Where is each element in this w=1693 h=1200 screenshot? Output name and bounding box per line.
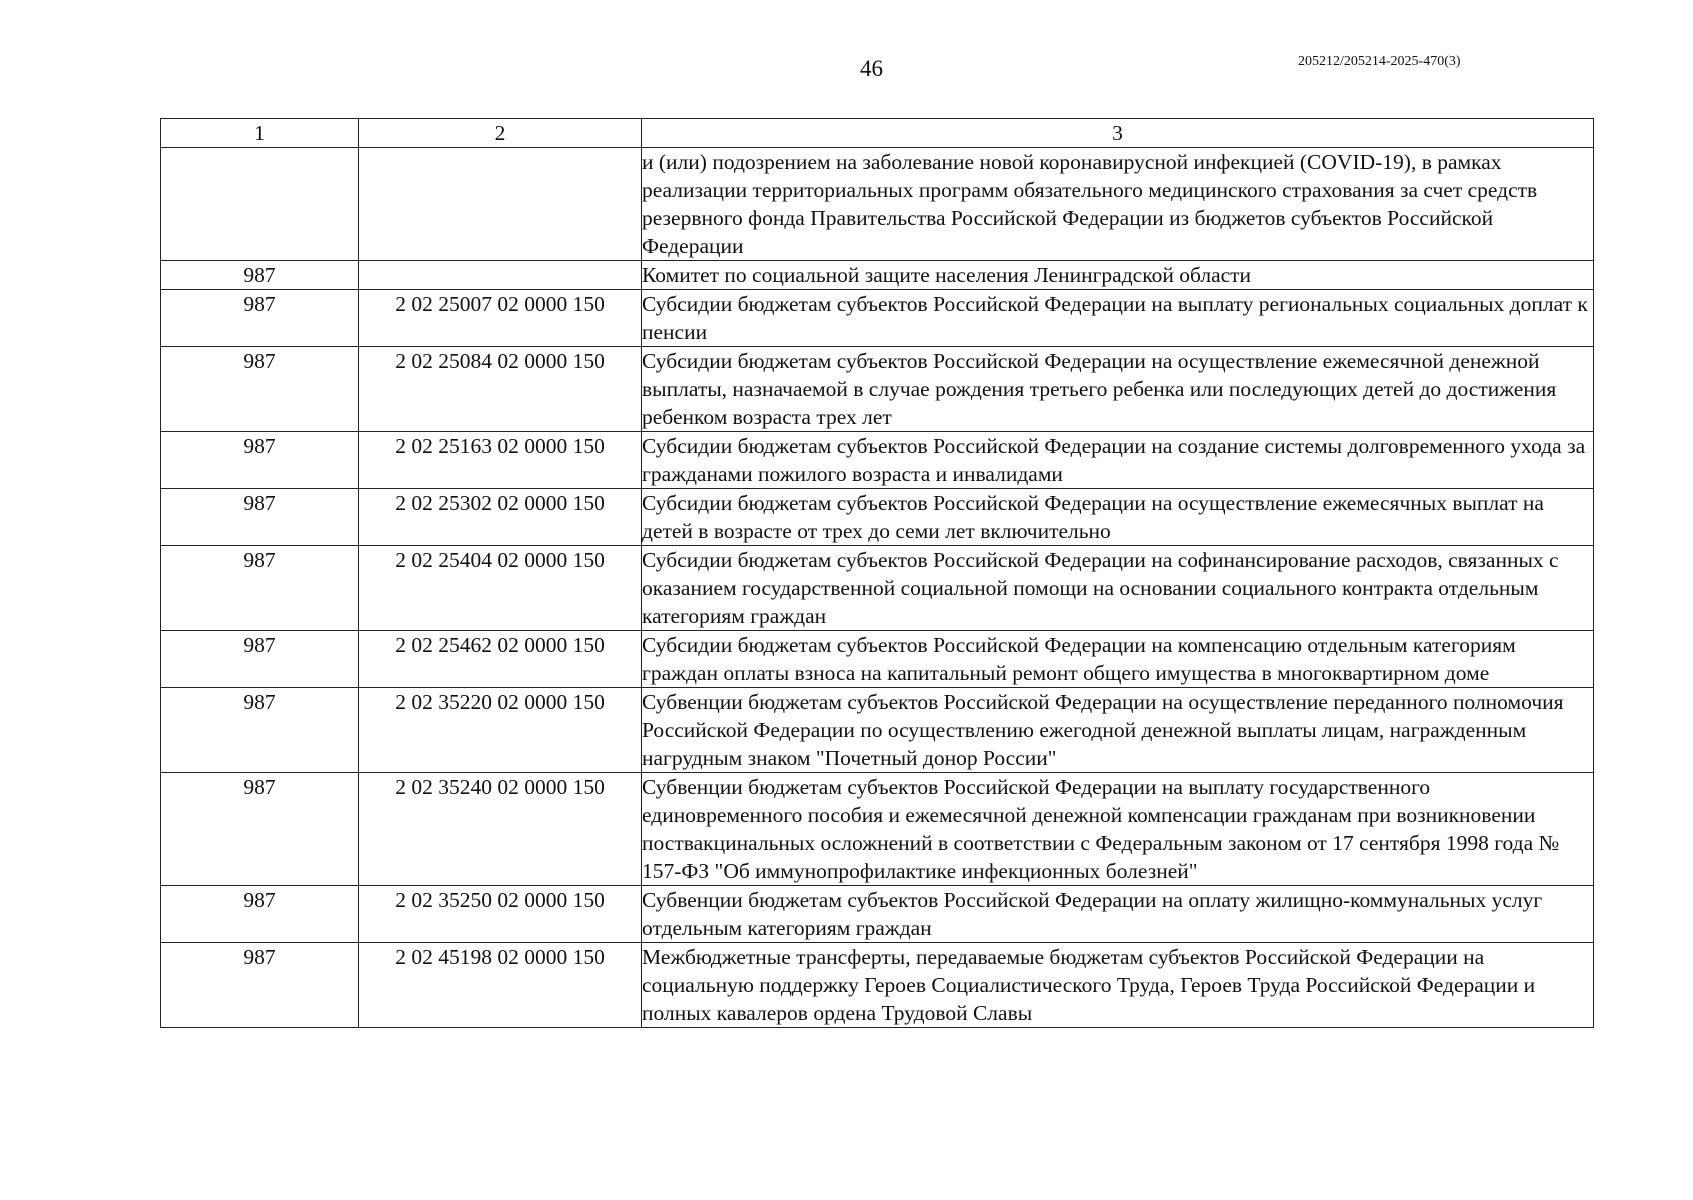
description-cell: Субсидии бюджетам субъектов Российской Федерации на софинансирование расходов, связанных с оказанием государственной социальной помощи на основании социального контракта отдельным категориям граждан [642,546,1594,631]
table-row [161,261,1594,290]
table-row [161,943,1594,1028]
description-cell: Субвенции бюджетам субъектов Российской Федерации на выплату государственного единовременного пособия и ежемесячной денежной компенсации гражданам при возникновении поствакцинальных осложнений в соответствии с Федеральным законом от 17 сентября 1998 года № 157-ФЗ "Об иммунопрофилактике инфекционных болезней" [642,773,1594,886]
admin-code-cell: 987 [161,347,359,432]
income-code-cell: 2 02 25163 02 0000 150 [359,432,642,489]
admin-code-cell: 987 [161,773,359,886]
income-code-cell [359,148,642,261]
description-cell: Субсидии бюджетам субъектов Российской Федерации на выплату региональных социальных доплат к пенсии [642,290,1594,347]
description-cell: Субвенции бюджетам субъектов Российской Федерации на осуществление переданного полномочия Российской Федерации по осуществлению ежегодной денежной выплаты лицам, награжденным нагрудным знаком "Почетный донор России" [642,688,1594,773]
description-cell: Субвенции бюджетам субъектов Российской Федерации на оплату жилищно-коммунальных услуг отдельным категориям граждан [642,886,1594,943]
income-code-cell: 2 02 45198 02 0000 150 [359,943,642,1028]
budget-codes-table [160,118,1594,1028]
admin-code-cell: 987 [161,432,359,489]
admin-code-cell: 987 [161,261,359,290]
admin-code-cell: 987 [161,943,359,1028]
description-cell: Субсидии бюджетам субъектов Российской Федерации на компенсацию отдельным категориям граждан оплаты взноса на капитальный ремонт общего имущества в многоквартирном доме [642,631,1594,688]
table-row [161,148,1594,261]
document-reference: 205212/205214-2025-470(3) [1298,54,1461,69]
income-code-cell: 2 02 25462 02 0000 150 [359,631,642,688]
description-cell: Субсидии бюджетам субъектов Российской Федерации на осуществление ежемесячных выплат на детей в возрасте от трех до семи лет включительно [642,489,1594,546]
income-code-cell: 2 02 25084 02 0000 150 [359,347,642,432]
income-code-cell: 2 02 25404 02 0000 150 [359,546,642,631]
table-row [161,489,1594,546]
admin-code-cell: 987 [161,546,359,631]
admin-code-cell: 987 [161,886,359,943]
table-row [161,773,1594,886]
income-code-cell: 2 02 35220 02 0000 150 [359,688,642,773]
table-header-row [161,119,1594,148]
description-cell: Комитет по социальной защите населения Ленинградской области [642,261,1594,290]
income-code-cell: 2 02 35240 02 0000 150 [359,773,642,886]
admin-code-cell: 987 [161,290,359,347]
admin-code-cell [161,148,359,261]
header-col-1: 1 [161,119,359,148]
income-code-cell: 2 02 25007 02 0000 150 [359,290,642,347]
table-row [161,546,1594,631]
table-row [161,432,1594,489]
admin-code-cell: 987 [161,688,359,773]
page-number: 46 [860,56,883,81]
admin-code-cell: 987 [161,631,359,688]
header-col-3: 3 [642,119,1594,148]
table-row [161,688,1594,773]
table-row [161,631,1594,688]
description-cell: Межбюджетные трансферты, передаваемые бюджетам субъектов Российской Федерации на социальную поддержку Героев Социалистического Труда, Героев Труда Российской Федерации и полных кавалеров ордена Трудовой Славы [642,943,1594,1028]
description-cell: Субсидии бюджетам субъектов Российской Федерации на создание системы долговременного ухода за гражданами пожилого возраста и инвалидами [642,432,1594,489]
table-row [161,290,1594,347]
table-row [161,347,1594,432]
income-code-cell: 2 02 25302 02 0000 150 [359,489,642,546]
description-cell: и (или) подозрением на заболевание новой коронавирусной инфекцией (COVID-19), в рамках реализации территориальных программ обязательного медицинского страхования за счет средств резервного фонда Правительства Российской Федерации из бюджетов субъектов Российской Федерации [642,148,1594,261]
income-code-cell [359,261,642,290]
income-code-cell: 2 02 35250 02 0000 150 [359,886,642,943]
admin-code-cell: 987 [161,489,359,546]
table-row [161,886,1594,943]
description-cell: Субсидии бюджетам субъектов Российской Федерации на осуществление ежемесячной денежной выплаты, назначаемой в случае рождения третьего ребенка или последующих детей до достижения ребенком возраста трех лет [642,347,1594,432]
header-col-2: 2 [359,119,642,148]
